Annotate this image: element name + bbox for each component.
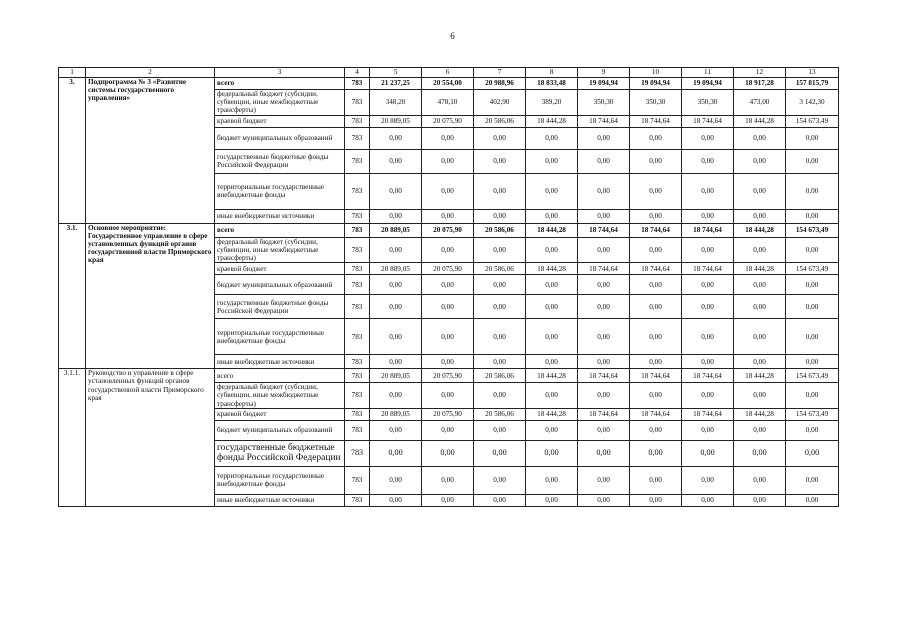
- total-amount-cell: 0,00: [786, 319, 839, 355]
- amount-cell: 20 075,90: [422, 263, 474, 275]
- amount-cell: 20 075,90: [422, 408, 474, 420]
- amount-cell: 0,00: [734, 440, 786, 466]
- amount-cell: 0,00: [422, 209, 474, 223]
- amount-cell: 18 744,64: [630, 223, 682, 237]
- amount-cell: 20 586,06: [474, 369, 526, 383]
- amount-cell: 18 444,28: [526, 408, 578, 420]
- amount-cell: 0,00: [682, 173, 734, 209]
- funding-source: краевой бюджет: [215, 115, 345, 127]
- amount-cell: 0,00: [734, 275, 786, 295]
- budget-code: 783: [345, 263, 370, 275]
- amount-cell: 0,00: [734, 383, 786, 409]
- budget-code: 783: [345, 295, 370, 319]
- amount-cell: 18 744,64: [578, 408, 630, 420]
- amount-cell: 20 586,06: [474, 408, 526, 420]
- budget-code: 783: [345, 494, 370, 506]
- amount-cell: 0,00: [630, 319, 682, 355]
- amount-cell: 0,00: [422, 440, 474, 466]
- amount-cell: 0,00: [526, 275, 578, 295]
- total-amount-cell: 0,00: [786, 209, 839, 223]
- column-number: 6: [422, 68, 474, 78]
- amount-cell: 0,00: [682, 295, 734, 319]
- item-index: 3.1.: [59, 223, 86, 369]
- budget-code: 783: [345, 420, 370, 440]
- funding-source: государственные бюджетные фонды Российской Федерации: [215, 440, 345, 466]
- amount-cell: 0,00: [578, 275, 630, 295]
- amount-cell: 350,30: [630, 90, 682, 116]
- budget-code: 783: [345, 319, 370, 355]
- amount-cell: 20 075,90: [422, 115, 474, 127]
- budget-code: 783: [345, 209, 370, 223]
- funding-source: федеральный бюджет (субсидии, субвенции, иные межбюджетные трансферты): [215, 90, 345, 116]
- amount-cell: 0,00: [422, 127, 474, 149]
- total-amount-cell: 0,00: [786, 295, 839, 319]
- amount-cell: 0,00: [370, 127, 422, 149]
- budget-code: 783: [345, 383, 370, 409]
- amount-cell: 0,00: [682, 466, 734, 494]
- column-number: 3: [215, 68, 345, 78]
- amount-cell: 18 744,64: [682, 223, 734, 237]
- amount-cell: 348,20: [370, 90, 422, 116]
- amount-cell: 0,00: [474, 173, 526, 209]
- amount-cell: 0,00: [422, 319, 474, 355]
- total-amount-cell: 157 815,79: [786, 78, 839, 90]
- amount-cell: 0,00: [370, 494, 422, 506]
- amount-cell: 0,00: [578, 319, 630, 355]
- item-name: Руководство и управление в сфере установленных функций органов государственной власти Приморского края: [86, 369, 215, 507]
- funding-source: бюджет муниципальных образований: [215, 420, 345, 440]
- amount-cell: 0,00: [474, 440, 526, 466]
- amount-cell: 0,00: [370, 440, 422, 466]
- amount-cell: 478,10: [422, 90, 474, 116]
- amount-cell: 0,00: [370, 319, 422, 355]
- amount-cell: 0,00: [474, 466, 526, 494]
- amount-cell: 20 586,06: [474, 223, 526, 237]
- amount-cell: 0,00: [578, 173, 630, 209]
- amount-cell: 0,00: [422, 237, 474, 263]
- amount-cell: 0,00: [578, 420, 630, 440]
- amount-cell: 18 444,28: [734, 408, 786, 420]
- amount-cell: 0,00: [370, 275, 422, 295]
- total-amount-cell: 0,00: [786, 127, 839, 149]
- amount-cell: 0,00: [734, 127, 786, 149]
- amount-cell: 0,00: [682, 319, 734, 355]
- amount-cell: 0,00: [682, 440, 734, 466]
- total-amount-cell: 154 673,49: [786, 369, 839, 383]
- amount-cell: 0,00: [474, 494, 526, 506]
- amount-cell: 18 744,64: [630, 408, 682, 420]
- amount-cell: 0,00: [526, 173, 578, 209]
- amount-cell: 0,00: [682, 494, 734, 506]
- amount-cell: 18 444,28: [734, 369, 786, 383]
- total-amount-cell: 0,00: [786, 173, 839, 209]
- amount-cell: 19 094,94: [578, 78, 630, 90]
- budget-code: 783: [345, 149, 370, 173]
- column-number: 4: [345, 68, 370, 78]
- amount-cell: 0,00: [578, 295, 630, 319]
- amount-cell: 0,00: [526, 319, 578, 355]
- column-number: 11: [682, 68, 734, 78]
- amount-cell: 0,00: [630, 237, 682, 263]
- amount-cell: 20 586,06: [474, 263, 526, 275]
- amount-cell: 20 889,05: [370, 223, 422, 237]
- amount-cell: 0,00: [734, 420, 786, 440]
- amount-cell: 20 554,00: [422, 78, 474, 90]
- amount-cell: 0,00: [682, 209, 734, 223]
- funding-source: федеральный бюджет (субсидии, субвенции, иные межбюджетные трансферты): [215, 383, 345, 409]
- item-index: 3.1.1.: [59, 369, 86, 507]
- funding-source: территориальные государственные внебюджетные фонды: [215, 173, 345, 209]
- amount-cell: 20 075,90: [422, 223, 474, 237]
- amount-cell: 0,00: [734, 149, 786, 173]
- funding-source: всего: [215, 369, 345, 383]
- total-amount-cell: 0,00: [786, 466, 839, 494]
- amount-cell: 389,20: [526, 90, 578, 116]
- column-number: 13: [786, 68, 839, 78]
- amount-cell: 0,00: [578, 149, 630, 173]
- amount-cell: 18 444,28: [734, 223, 786, 237]
- amount-cell: 0,00: [630, 383, 682, 409]
- total-row: [59, 223, 839, 237]
- amount-cell: 0,00: [474, 149, 526, 173]
- amount-cell: 0,00: [578, 383, 630, 409]
- budget-table: [58, 67, 839, 507]
- amount-cell: 0,00: [370, 466, 422, 494]
- amount-cell: 0,00: [474, 383, 526, 409]
- amount-cell: 18 744,64: [630, 263, 682, 275]
- amount-cell: 0,00: [474, 295, 526, 319]
- amount-cell: 0,00: [370, 149, 422, 173]
- amount-cell: 0,00: [422, 383, 474, 409]
- total-amount-cell: 0,00: [786, 420, 839, 440]
- amount-cell: 0,00: [578, 127, 630, 149]
- budget-code: 783: [345, 173, 370, 209]
- budget-code: 783: [345, 127, 370, 149]
- amount-cell: 0,00: [370, 173, 422, 209]
- total-amount-cell: 0,00: [786, 494, 839, 506]
- amount-cell: 0,00: [526, 149, 578, 173]
- amount-cell: 0,00: [526, 127, 578, 149]
- budget-code: 783: [345, 440, 370, 466]
- total-row: [59, 78, 839, 90]
- amount-cell: 350,30: [578, 90, 630, 116]
- funding-source: государственные бюджетные фонды Российской Федерации: [215, 149, 345, 173]
- amount-cell: 0,00: [526, 355, 578, 369]
- amount-cell: 18 744,64: [682, 115, 734, 127]
- total-amount-cell: 0,00: [786, 440, 839, 466]
- funding-source: бюджет муниципальных образований: [215, 127, 345, 149]
- amount-cell: 0,00: [370, 237, 422, 263]
- budget-code: 783: [345, 408, 370, 420]
- total-amount-cell: 154 673,49: [786, 223, 839, 237]
- amount-cell: 18 444,28: [734, 263, 786, 275]
- amount-cell: 18 744,64: [630, 115, 682, 127]
- amount-cell: 0,00: [422, 275, 474, 295]
- amount-cell: 0,00: [474, 319, 526, 355]
- amount-cell: 0,00: [474, 355, 526, 369]
- amount-cell: 0,00: [630, 127, 682, 149]
- column-number: 9: [578, 68, 630, 78]
- amount-cell: 0,00: [682, 383, 734, 409]
- amount-cell: 18 833,48: [526, 78, 578, 90]
- funding-source: территориальные государственные внебюджетные фонды: [215, 319, 345, 355]
- page-number: 6: [450, 31, 455, 41]
- column-number: 7: [474, 68, 526, 78]
- amount-cell: 0,00: [578, 237, 630, 263]
- column-number: 8: [526, 68, 578, 78]
- total-amount-cell: 0,00: [786, 383, 839, 409]
- amount-cell: 0,00: [526, 383, 578, 409]
- funding-source: краевой бюджет: [215, 263, 345, 275]
- amount-cell: 0,00: [630, 209, 682, 223]
- amount-cell: 18 744,64: [578, 263, 630, 275]
- amount-cell: 18 444,28: [526, 115, 578, 127]
- total-amount-cell: 0,00: [786, 355, 839, 369]
- column-number: 1: [59, 68, 86, 78]
- total-row: [59, 369, 839, 383]
- budget-code: 783: [345, 223, 370, 237]
- amount-cell: 350,30: [682, 90, 734, 116]
- amount-cell: 20 075,90: [422, 369, 474, 383]
- budget-code: 783: [345, 369, 370, 383]
- funding-source: бюджет муниципальных образований: [215, 275, 345, 295]
- funding-source: иные внебюджетные источники: [215, 494, 345, 506]
- amount-cell: 18 444,28: [526, 263, 578, 275]
- amount-cell: 20 586,06: [474, 115, 526, 127]
- amount-cell: 0,00: [474, 209, 526, 223]
- budget-code: 783: [345, 355, 370, 369]
- amount-cell: 18 744,64: [578, 223, 630, 237]
- item-name: Подпрограмма № 3 «Развитие системы государственного управления»: [86, 78, 215, 224]
- total-amount-cell: 3 142,30: [786, 90, 839, 116]
- amount-cell: 0,00: [630, 494, 682, 506]
- amount-cell: 0,00: [578, 355, 630, 369]
- amount-cell: 0,00: [578, 209, 630, 223]
- total-amount-cell: 0,00: [786, 275, 839, 295]
- amount-cell: 0,00: [370, 383, 422, 409]
- funding-source: государственные бюджетные фонды Российской Федерации: [215, 295, 345, 319]
- column-number: 2: [86, 68, 215, 78]
- amount-cell: 473,00: [734, 90, 786, 116]
- funding-source: иные внебюджетные источники: [215, 355, 345, 369]
- amount-cell: 18 744,64: [682, 408, 734, 420]
- amount-cell: 0,00: [630, 149, 682, 173]
- amount-cell: 0,00: [578, 494, 630, 506]
- amount-cell: 0,00: [630, 173, 682, 209]
- amount-cell: 0,00: [630, 440, 682, 466]
- amount-cell: 0,00: [422, 173, 474, 209]
- amount-cell: 0,00: [526, 295, 578, 319]
- amount-cell: 0,00: [526, 466, 578, 494]
- amount-cell: 0,00: [630, 275, 682, 295]
- column-number: 5: [370, 68, 422, 78]
- amount-cell: 0,00: [370, 420, 422, 440]
- funding-source: иные внебюджетные источники: [215, 209, 345, 223]
- amount-cell: 18 744,64: [578, 369, 630, 383]
- amount-cell: 0,00: [682, 127, 734, 149]
- funding-source: всего: [215, 78, 345, 90]
- amount-cell: 0,00: [682, 420, 734, 440]
- funding-source: всего: [215, 223, 345, 237]
- amount-cell: 0,00: [370, 355, 422, 369]
- amount-cell: 0,00: [682, 237, 734, 263]
- amount-cell: 0,00: [578, 440, 630, 466]
- budget-code: 783: [345, 237, 370, 263]
- budget-code: 783: [345, 466, 370, 494]
- funding-source: федеральный бюджет (субсидии, субвенции, иные межбюджетные трансферты): [215, 237, 345, 263]
- funding-source: краевой бюджет: [215, 408, 345, 420]
- amount-cell: 0,00: [578, 466, 630, 494]
- amount-cell: 0,00: [422, 494, 474, 506]
- budget-code: 783: [345, 115, 370, 127]
- amount-cell: 0,00: [734, 209, 786, 223]
- total-amount-cell: 154 673,49: [786, 263, 839, 275]
- total-amount-cell: 0,00: [786, 149, 839, 173]
- amount-cell: 18 744,64: [578, 115, 630, 127]
- column-number: 12: [734, 68, 786, 78]
- amount-cell: 21 237,25: [370, 78, 422, 90]
- amount-cell: 18 444,28: [526, 223, 578, 237]
- amount-cell: 0,00: [734, 237, 786, 263]
- amount-cell: 0,00: [422, 295, 474, 319]
- amount-cell: 0,00: [682, 355, 734, 369]
- amount-cell: 19 094,94: [630, 78, 682, 90]
- total-amount-cell: 154 673,49: [786, 115, 839, 127]
- amount-cell: 0,00: [734, 319, 786, 355]
- item-name: Основное мероприятие: Государственное управление в сфере установленных функций органов государственной власти Приморского края: [86, 223, 215, 369]
- amount-cell: 0,00: [474, 237, 526, 263]
- funding-source: территориальные государственные внебюджетные фонды: [215, 466, 345, 494]
- amount-cell: 0,00: [422, 355, 474, 369]
- amount-cell: 20 889,05: [370, 408, 422, 420]
- budget-code: 783: [345, 78, 370, 90]
- amount-cell: 0,00: [734, 173, 786, 209]
- amount-cell: 0,00: [526, 420, 578, 440]
- amount-cell: 0,00: [474, 127, 526, 149]
- amount-cell: 0,00: [734, 295, 786, 319]
- amount-cell: 20 988,96: [474, 78, 526, 90]
- amount-cell: 18 744,64: [682, 263, 734, 275]
- amount-cell: 0,00: [526, 494, 578, 506]
- column-number: 10: [630, 68, 682, 78]
- amount-cell: 0,00: [526, 209, 578, 223]
- amount-cell: 0,00: [370, 295, 422, 319]
- amount-cell: 19 094,94: [682, 78, 734, 90]
- amount-cell: 0,00: [474, 420, 526, 440]
- amount-cell: 0,00: [526, 440, 578, 466]
- column-number-row: [59, 68, 839, 78]
- amount-cell: 0,00: [422, 466, 474, 494]
- amount-cell: 18 744,64: [682, 369, 734, 383]
- amount-cell: 0,00: [734, 466, 786, 494]
- amount-cell: 0,00: [734, 494, 786, 506]
- amount-cell: 0,00: [630, 420, 682, 440]
- amount-cell: 0,00: [682, 275, 734, 295]
- amount-cell: 20 889,05: [370, 369, 422, 383]
- amount-cell: 0,00: [422, 420, 474, 440]
- amount-cell: 402,90: [474, 90, 526, 116]
- amount-cell: 18 444,28: [526, 369, 578, 383]
- budget-code: 783: [345, 275, 370, 295]
- amount-cell: 0,00: [630, 355, 682, 369]
- amount-cell: 0,00: [630, 466, 682, 494]
- amount-cell: 20 889,05: [370, 115, 422, 127]
- amount-cell: 18 917,28: [734, 78, 786, 90]
- amount-cell: 20 889,05: [370, 263, 422, 275]
- item-index: 3.: [59, 78, 86, 224]
- amount-cell: 0,00: [526, 237, 578, 263]
- amount-cell: 0,00: [370, 209, 422, 223]
- amount-cell: 0,00: [630, 295, 682, 319]
- budget-code: 783: [345, 90, 370, 116]
- amount-cell: 0,00: [734, 355, 786, 369]
- amount-cell: 0,00: [474, 275, 526, 295]
- amount-cell: 18 444,28: [734, 115, 786, 127]
- total-amount-cell: 0,00: [786, 237, 839, 263]
- amount-cell: 0,00: [682, 149, 734, 173]
- amount-cell: 0,00: [422, 149, 474, 173]
- amount-cell: 18 744,64: [630, 369, 682, 383]
- total-amount-cell: 154 673,49: [786, 408, 839, 420]
